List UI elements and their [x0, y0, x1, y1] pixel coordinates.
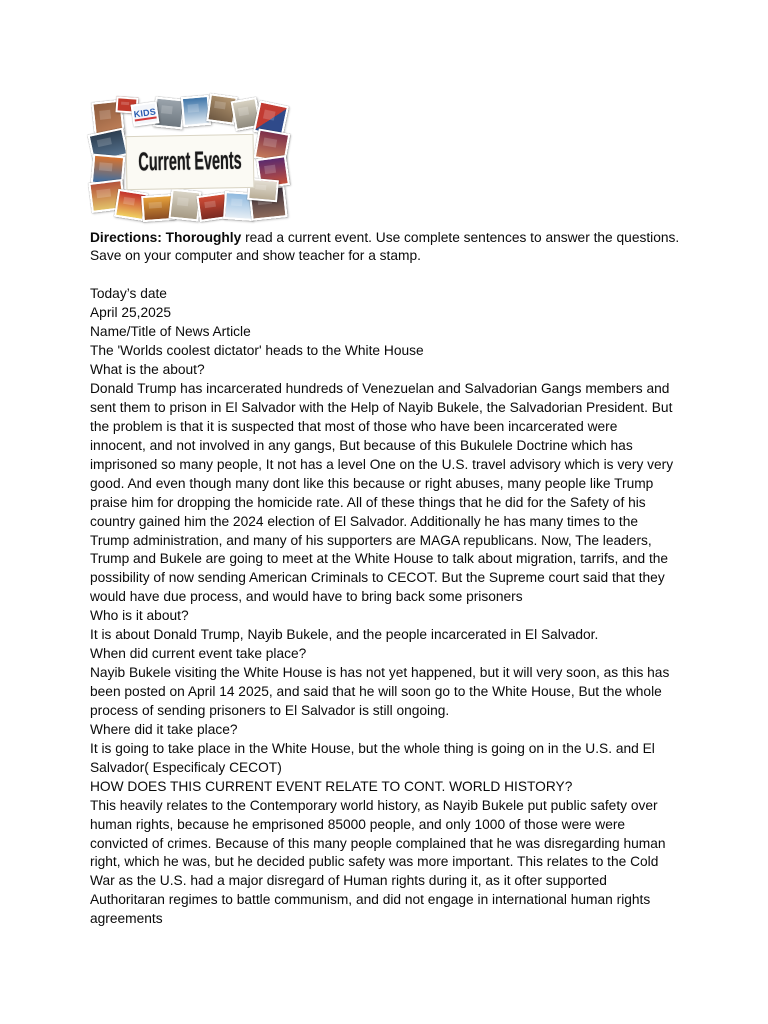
collage-clipping — [169, 189, 202, 222]
when-answer-line: been posted on April 14 2025, and said that he will soon go to the White House, But the whole — [90, 684, 662, 699]
what-answer-line: Trump administration, and many of his supporters are MAGA republicans. Now, The leaders, — [90, 532, 652, 548]
world-history-answer-line: human rights, because he emprisoned 85000 people, and only 1000 of those were were — [90, 816, 626, 832]
directions-text: read a current event. Use complete sentences to answer the questions. — [245, 229, 680, 245]
article-title-value: The 'Worlds coolest dictator' heads to the White House — [90, 343, 424, 359]
what-answer-line: possibility of now sending American Criminals to CECOT. But the Supreme court said that they — [90, 570, 665, 586]
world-history-answer-line: This heavily relates to the Contemporary world history, as Nayib Bukele put public safety over — [90, 797, 658, 813]
where-answer-line: It is going to take place in the White House, but the whole thing is going on in the U.S. and El — [90, 740, 655, 756]
todays-date-label: Today’s date — [90, 286, 167, 302]
where-answer-line: Salvador( Especificaly CECOT) — [90, 759, 282, 775]
where-answer — [90, 740, 679, 778]
world-history-answer-line: convicted of crimes. Because of this many people complained that he was disregarding human — [90, 835, 666, 851]
what-answer-line: praise him for dropping the homicide rate. All of these things that he did for the Safety of his — [90, 494, 646, 510]
who-answer-line: It is about Donald Trump, Nayib Bukele, and the people incarcerated in El Salvador. — [90, 627, 599, 643]
article-title-label: Name/Title of News Article — [90, 324, 251, 340]
what-answer-line: country gained him the 2024 election of El Salvador. Additionally he has many times to the — [90, 513, 639, 529]
world-history-answer-line: right, which he was, but he decided public safety was more important. This relates to the Cold — [90, 854, 659, 870]
what-answer-line: sent them to prison in El Salvador with the Help of Nayib Bukele, the Salvadorian President. But — [90, 399, 673, 415]
todays-date-value: April 25,2025 — [90, 305, 172, 321]
what-question: What is the about? — [90, 362, 205, 378]
when-question: When did current event take place? — [90, 646, 307, 662]
what-answer-line: Donald Trump has incarcerated hundreds of Venezuelan and Salvadorian Gangs members and — [90, 381, 670, 396]
world-history-answer-line: Authoritaran regimes to battle communism, and did not engage in international human rights — [90, 892, 651, 908]
directions-line — [90, 229, 679, 248]
world-history-answer-line: War as the U.S. had a major disregard of Human rights during it, as it ofter supported — [90, 873, 607, 889]
when-answer-line: Nayib Bukele visiting the White House is has not yet happened, but it will very soon, as this has — [90, 665, 670, 681]
logo-title: Current Events — [138, 145, 242, 177]
blank-line — [90, 266, 679, 285]
kids-badge-text: KIDS — [133, 106, 157, 120]
what-answer — [90, 380, 679, 607]
what-answer-line: good. And even though many dont like this because or right abuses, many people like Trump — [90, 475, 654, 491]
where-question: Where did it take place? — [90, 721, 238, 737]
what-answer-line: innocent, and not involved in any gangs, But because of this Bukulele Doctrine which has — [90, 437, 633, 453]
directions-line-2: Save on your computer and show teacher for a stamp. — [90, 248, 421, 264]
who-question: Who is it about? — [90, 608, 189, 624]
world-history-answer — [90, 797, 679, 930]
what-answer-line: imprisoned so many people, It not has a level One on the U.S. travel advisory which is very very — [90, 456, 674, 472]
when-answer — [90, 664, 679, 721]
logo-title-panel — [126, 134, 255, 190]
world-history-answer-line: agreements — [90, 911, 163, 927]
what-answer-line: the problem is that it is suspected that most of those who have been incarcerated were — [90, 418, 618, 434]
when-answer-line: process of sending prisoners to El Salvador is still ongoing. — [90, 702, 450, 718]
kids-magazine-clipping — [131, 101, 160, 126]
what-answer-line: would have due process, and would have to bring back some prisoners — [90, 589, 523, 605]
current-events-logo — [90, 95, 290, 223]
world-history-question: HOW DOES THIS CURRENT EVENT RELATE TO CONT. WORLD HISTORY? — [90, 778, 573, 794]
worksheet-body — [90, 229, 679, 930]
directions-label: Directions: Thoroughly — [90, 229, 242, 245]
what-answer-line: Trump and Bukele are going to meet at the White House to talk about migration, tarrifs, and the — [90, 551, 669, 567]
